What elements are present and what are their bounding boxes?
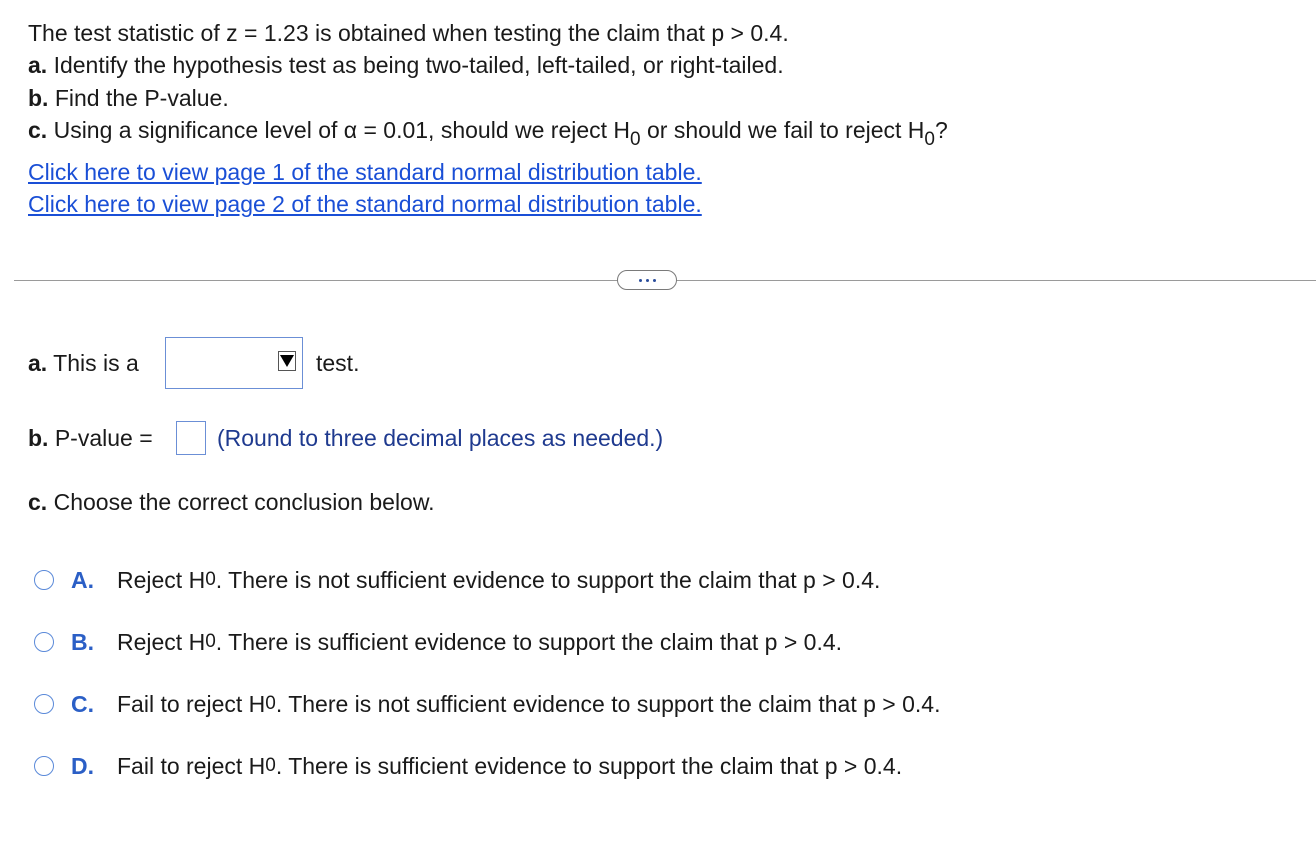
option-d[interactable]: D. Fail to reject H 0 . There is sufficient evidence to support the claim that p > 0.4. <box>34 750 902 782</box>
option-text-end: . There is sufficient evidence to support the claim that p > 0.4. <box>275 752 903 779</box>
part-c-instruction-start: Using a significance level of α = 0.01, should we reject H <box>53 117 631 143</box>
part-c-instruction-mid: or should we fail to reject H <box>647 117 925 143</box>
answer-b-text: P-value = <box>54 425 153 451</box>
h0-subscript: 0 <box>630 129 641 150</box>
ellipsis-icon[interactable] <box>617 270 677 290</box>
answer-a-suffix: test. <box>316 350 360 376</box>
option-letter: D. <box>71 752 94 779</box>
answer-a-prefix <box>28 350 139 377</box>
normal-table-page1-link[interactable]: Click here to view page 1 of the standard normal distribution table. <box>28 159 702 185</box>
answer-c-text: Choose the correct conclusion below. <box>53 489 435 515</box>
normal-table-page2-link[interactable]: Click here to view page 2 of the standard normal distribution table. <box>28 191 702 217</box>
option-text-start: Fail to reject H <box>117 752 266 779</box>
answer-b-label: b. <box>28 425 49 451</box>
part-a-label: a. <box>28 52 48 78</box>
radio-circle-icon[interactable] <box>34 694 54 714</box>
radio-circle-icon[interactable] <box>34 570 54 590</box>
radio-circle-icon[interactable] <box>34 756 54 776</box>
answer-b-prefix <box>28 425 153 452</box>
option-letter: C. <box>71 690 94 717</box>
option-text-start: Reject H <box>117 566 206 593</box>
option-text-end: . There is sufficient evidence to support the claim that p > 0.4. <box>215 628 843 655</box>
part-c-label: c. <box>28 117 48 143</box>
option-text-end: . There is not sufficient evidence to support the claim that p > 0.4. <box>215 566 881 593</box>
question-part-a <box>28 52 784 79</box>
radio-circle-icon[interactable] <box>34 632 54 652</box>
option-text-start: Fail to reject H <box>117 690 266 717</box>
h0-subscript: 0 <box>924 129 935 150</box>
p-value-input[interactable] <box>176 421 206 455</box>
option-letter: A. <box>71 566 94 593</box>
option-text-start: Reject H <box>117 628 206 655</box>
question-part-b <box>28 85 229 112</box>
tail-type-dropdown[interactable] <box>165 337 303 389</box>
part-a-instruction: Identify the hypothesis test as being two-tailed, left-tailed, or right-tailed. <box>53 52 784 78</box>
rounding-hint: (Round to three decimal places as needed.) <box>217 425 664 451</box>
part-b-instruction: Find the P-value. <box>54 85 229 111</box>
triangle-down-icon[interactable] <box>278 351 296 371</box>
part-b-label: b. <box>28 85 49 111</box>
question-statement: The test statistic of z = 1.23 is obtained when testing the claim that p > 0.4. <box>28 20 789 46</box>
answer-c-prompt <box>28 489 435 516</box>
question-part-c <box>28 117 948 150</box>
part-c-instruction-end: ? <box>935 117 948 143</box>
option-a[interactable]: A. Reject H 0 . There is not sufficient evidence to support the claim that p > 0.4. <box>34 564 880 596</box>
answer-c-label: c. <box>28 489 48 515</box>
option-b[interactable]: B. Reject H 0 . There is sufficient evidence to support the claim that p > 0.4. <box>34 626 842 658</box>
answer-a-label: a. <box>28 350 48 376</box>
option-letter: B. <box>71 628 94 655</box>
answer-a-text: This is a <box>53 350 139 376</box>
option-text-end: . There is not sufficient evidence to support the claim that p > 0.4. <box>275 690 941 717</box>
option-c[interactable]: C. Fail to reject H 0 . There is not sufficient evidence to support the claim that p > 0.4. <box>34 688 940 720</box>
